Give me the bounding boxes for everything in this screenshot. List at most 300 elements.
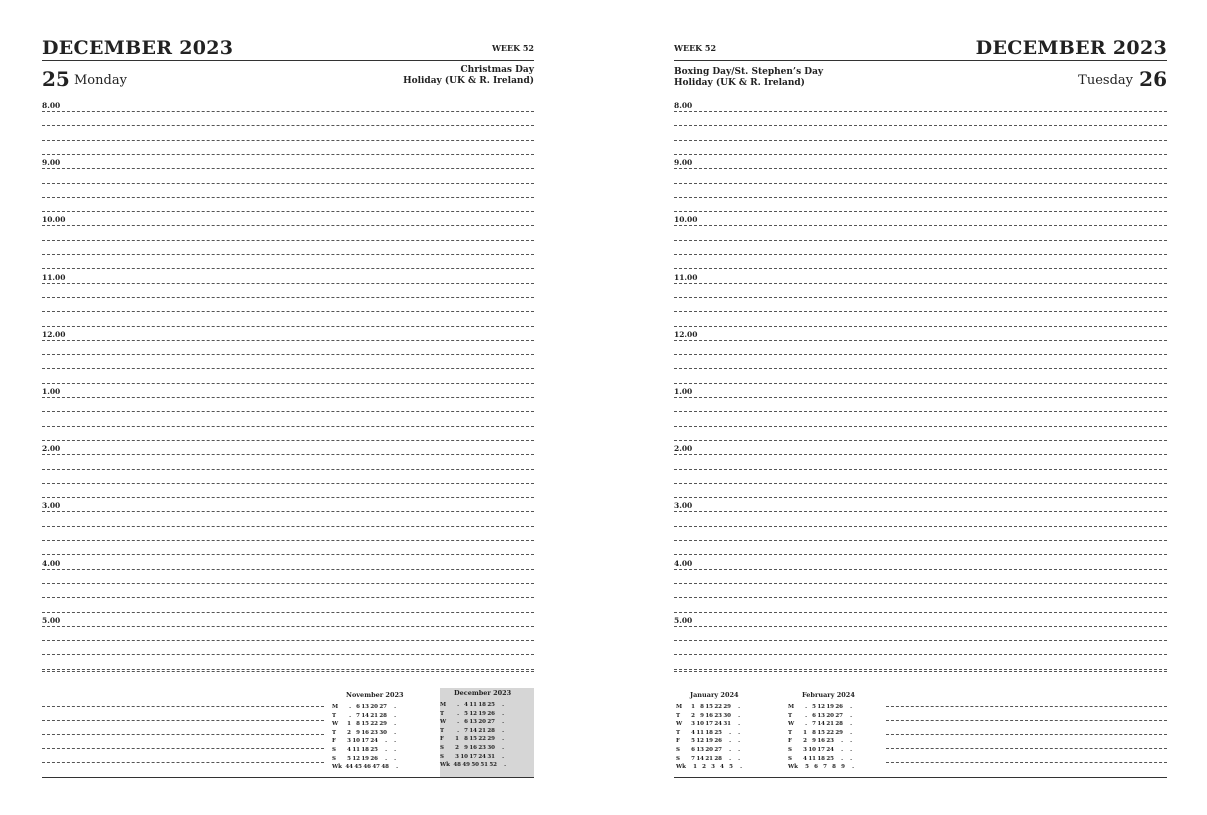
date-cell: 21 xyxy=(478,727,486,734)
row-label: Wk xyxy=(440,762,450,769)
writing-line xyxy=(674,597,1167,598)
date-cell: 22 xyxy=(370,721,378,728)
holiday-line-2: Holiday (UK & R. Ireland) xyxy=(674,78,805,88)
row-label: S xyxy=(440,745,444,751)
row-label: M xyxy=(676,704,683,710)
writing-line xyxy=(42,762,324,763)
writing-line xyxy=(886,762,1167,763)
date-cell: 22 xyxy=(826,729,834,736)
date-cell: 29 xyxy=(723,704,731,710)
date-cell: 24 xyxy=(826,747,834,753)
writing-line xyxy=(42,454,534,455)
date-cell: 2 xyxy=(455,745,459,751)
date-cell: 29 xyxy=(379,721,387,728)
date-cell: 15 xyxy=(817,729,825,736)
writing-line xyxy=(42,734,324,735)
date-cell: 5 xyxy=(812,704,816,710)
holiday-note xyxy=(674,67,823,89)
date-cell: 19 xyxy=(705,738,713,745)
mini-calendar-title: February 2024 xyxy=(802,691,855,699)
writing-line xyxy=(42,426,534,427)
weekday-row xyxy=(332,747,396,753)
writing-line xyxy=(674,511,1167,512)
row-label: W xyxy=(440,719,447,726)
weekday-row xyxy=(788,738,852,744)
date-cell: 49 xyxy=(462,762,470,769)
date-cell: 15 xyxy=(469,736,477,743)
date-cell: 16 xyxy=(469,745,477,751)
writing-line xyxy=(42,111,534,112)
date-cell: . xyxy=(457,710,459,717)
date-cell: 27 xyxy=(379,704,387,710)
date-cell: 18 xyxy=(361,747,369,753)
hour-label: 5.00 xyxy=(42,615,61,625)
writing-line xyxy=(674,140,1167,141)
date-cell: . xyxy=(394,721,396,728)
writing-line xyxy=(42,540,534,541)
mini-calendar-title: December 2023 xyxy=(454,689,512,697)
writing-line xyxy=(886,748,1167,749)
header-rule xyxy=(674,60,1167,61)
date-cell: . xyxy=(394,704,396,710)
writing-line xyxy=(42,497,534,498)
date-cell: 7 xyxy=(464,727,468,734)
weekday-row xyxy=(440,728,504,734)
writing-line xyxy=(42,168,534,169)
date-cell: 1 xyxy=(693,764,697,771)
row-label: T xyxy=(440,710,445,717)
date-cell: 25 xyxy=(714,729,722,736)
date-cell: 9 xyxy=(464,745,468,751)
date-cell: . xyxy=(740,764,742,771)
hour-label: 5.00 xyxy=(674,615,693,625)
row-label: Wk xyxy=(332,764,342,771)
writing-line xyxy=(42,383,534,384)
writing-line xyxy=(42,612,534,613)
date-cell: . xyxy=(850,738,852,745)
date-cell: 1 xyxy=(455,736,459,743)
writing-line xyxy=(674,340,1167,341)
writing-line xyxy=(42,326,534,327)
writing-line xyxy=(674,583,1167,584)
row-label: T xyxy=(788,729,793,736)
date-cell: . xyxy=(738,729,740,736)
date-cell: 20 xyxy=(705,747,713,753)
date-cell: . xyxy=(805,704,807,710)
date-cell: 3 xyxy=(711,764,715,771)
date-cell: . xyxy=(729,755,731,762)
hour-label: 8.00 xyxy=(42,101,61,110)
row-label: T xyxy=(332,712,337,719)
date-cell: . xyxy=(850,747,852,753)
weekday-row xyxy=(440,754,504,760)
date-cell: 30 xyxy=(723,712,731,719)
writing-line xyxy=(674,626,1167,627)
date-cell: 26 xyxy=(835,704,843,710)
row-label: M xyxy=(332,704,339,710)
date-cell: 20 xyxy=(370,704,378,710)
date-cell: 16 xyxy=(361,729,369,736)
date-cell: 46 xyxy=(363,764,371,771)
writing-line xyxy=(674,526,1167,527)
date-cell: 10 xyxy=(696,721,704,728)
writing-line xyxy=(674,183,1167,184)
writing-line xyxy=(674,111,1167,112)
row-label: S xyxy=(676,755,680,762)
date-cell: . xyxy=(841,747,843,753)
date-cell: 4 xyxy=(803,755,807,762)
hour-label: 11.00 xyxy=(42,272,66,282)
writing-line xyxy=(42,511,534,512)
date-cell: 1 xyxy=(803,729,807,736)
date-cell: 51 xyxy=(480,762,488,769)
date-cell: 4 xyxy=(691,729,695,736)
hour-label: 3.00 xyxy=(42,501,61,511)
date-cell: 16 xyxy=(817,738,825,745)
writing-line xyxy=(674,254,1167,255)
date-cell: 6 xyxy=(814,764,818,771)
hour-label: 10.00 xyxy=(674,215,698,225)
week-label: WEEK 52 xyxy=(674,43,717,53)
writing-line xyxy=(674,297,1167,298)
date-cell: 19 xyxy=(826,704,834,710)
date-cell: . xyxy=(385,747,387,753)
mini-calendar-february-2024 xyxy=(788,690,880,778)
writing-line xyxy=(674,440,1167,441)
writing-line xyxy=(42,748,324,749)
left-diary-page xyxy=(42,0,534,815)
date-cell: 1 xyxy=(691,704,695,710)
date-cell: 7 xyxy=(356,712,360,719)
date-cell: 11 xyxy=(696,729,704,736)
date-cell: 45 xyxy=(354,764,362,771)
date-cell: 26 xyxy=(370,755,378,762)
date-cell: 23 xyxy=(714,712,722,719)
date-cell: 13 xyxy=(696,747,704,753)
date-cell: 23 xyxy=(826,738,834,745)
weekday-row xyxy=(332,730,396,736)
week-number-row xyxy=(332,764,398,770)
writing-line xyxy=(674,397,1167,398)
date-cell: . xyxy=(850,712,852,719)
writing-line xyxy=(674,240,1167,241)
writing-line xyxy=(886,734,1167,735)
writing-line xyxy=(674,497,1167,498)
date-cell: . xyxy=(850,755,852,762)
date-cell: 18 xyxy=(817,755,825,762)
hour-label: 2.00 xyxy=(42,444,61,454)
date-cell: 4 xyxy=(464,702,468,708)
date-cell: 17 xyxy=(705,721,713,728)
date-cell: 21 xyxy=(826,721,834,728)
hour-label: 9.00 xyxy=(674,158,693,168)
row-label: F xyxy=(676,738,680,745)
writing-line xyxy=(42,225,534,226)
writing-line xyxy=(42,583,534,584)
holiday-line-1: Christmas Day xyxy=(460,65,534,75)
hour-label: 1.00 xyxy=(42,387,61,396)
writing-line xyxy=(674,612,1167,613)
writing-line xyxy=(674,640,1167,641)
date-cell: 24 xyxy=(714,721,722,728)
weekday-row xyxy=(440,702,504,708)
writing-line xyxy=(42,654,534,655)
row-label: S xyxy=(676,747,680,753)
writing-line xyxy=(42,411,534,412)
writing-line xyxy=(674,225,1167,226)
date-cell: 10 xyxy=(460,753,468,760)
date-cell: 7 xyxy=(812,721,816,728)
writing-line xyxy=(674,311,1167,312)
date-cell: 6 xyxy=(464,719,468,726)
date-cell: 6 xyxy=(691,747,695,753)
writing-line xyxy=(674,326,1167,327)
date-cell: 5 xyxy=(464,710,468,717)
weekday-row xyxy=(788,721,852,727)
writing-line xyxy=(42,440,534,441)
hour-label: 4.00 xyxy=(42,558,61,568)
weekday-row xyxy=(788,713,852,719)
writing-line xyxy=(42,626,534,627)
date-cell: 3 xyxy=(803,747,807,753)
date-cell: 8 xyxy=(812,729,816,736)
writing-line xyxy=(42,211,534,212)
weekday-row xyxy=(676,756,740,762)
writing-line xyxy=(674,654,1167,655)
date-cell: 8 xyxy=(356,721,360,728)
date-cell: 26 xyxy=(714,738,722,745)
date-cell: 19 xyxy=(478,710,486,717)
weekday-row xyxy=(332,738,396,744)
right-diary-page xyxy=(674,0,1167,815)
date-cell: 5 xyxy=(691,738,695,745)
date-cell: 2 xyxy=(803,738,807,745)
row-label: Wk xyxy=(788,764,798,771)
date-cell: 2 xyxy=(691,712,695,719)
date-cell: . xyxy=(850,704,852,710)
date-cell: . xyxy=(729,738,731,745)
date-cell: . xyxy=(738,704,740,710)
hour-label: 2.00 xyxy=(674,444,693,454)
date-cell: . xyxy=(502,727,504,734)
date-cell: 12 xyxy=(352,755,360,762)
date-cell: 12 xyxy=(696,738,704,745)
weekday-row xyxy=(676,738,740,744)
weekday-row xyxy=(676,713,740,719)
month-title: DECEMBER 2023 xyxy=(975,37,1167,59)
date-cell: 5 xyxy=(805,764,809,771)
date-cell: . xyxy=(841,755,843,762)
writing-line xyxy=(42,597,534,598)
row-label: M xyxy=(788,704,795,710)
date-cell: 22 xyxy=(714,704,722,710)
writing-line xyxy=(42,125,534,126)
date-cell: 10 xyxy=(808,747,816,753)
date-cell: . xyxy=(385,755,387,762)
date-cell: 16 xyxy=(705,712,713,719)
row-label: S xyxy=(788,747,792,753)
writing-line xyxy=(674,669,1167,670)
date-cell: . xyxy=(394,712,396,719)
date-cell: . xyxy=(850,721,852,728)
date-cell: . xyxy=(394,755,396,762)
hour-label: 1.00 xyxy=(674,387,693,396)
date-cell: 8 xyxy=(832,764,836,771)
date-cell: 50 xyxy=(471,762,479,769)
mini-calendar-november-2023 xyxy=(332,690,424,778)
date-cell: 6 xyxy=(356,704,360,710)
writing-line xyxy=(674,125,1167,126)
row-label: W xyxy=(332,721,339,728)
weekday-row xyxy=(440,736,504,742)
date-cell: 9 xyxy=(356,729,360,736)
date-cell: 14 xyxy=(361,712,369,719)
writing-line xyxy=(886,720,1167,721)
date-cell: 27 xyxy=(714,747,722,753)
weekday-row xyxy=(788,730,852,736)
writing-line xyxy=(674,268,1167,269)
writing-line xyxy=(42,354,534,355)
header-rule xyxy=(42,60,534,61)
date-cell: 7 xyxy=(691,755,695,762)
date-cell: 9 xyxy=(841,764,845,771)
date-cell: 5 xyxy=(729,764,733,771)
writing-line xyxy=(42,368,534,369)
writing-line xyxy=(674,368,1167,369)
date-cell: . xyxy=(729,747,731,753)
holiday-note xyxy=(403,65,534,87)
hour-label: 3.00 xyxy=(674,501,693,511)
date-cell: 24 xyxy=(370,738,378,745)
weekday-row xyxy=(440,745,504,751)
weekday-row xyxy=(440,719,504,725)
date-cell: 6 xyxy=(812,712,816,719)
date-cell: 7 xyxy=(823,764,827,771)
date-cell: 21 xyxy=(705,755,713,762)
date-cell: . xyxy=(502,719,504,726)
date-cell: 2 xyxy=(702,764,706,771)
row-label: T xyxy=(440,727,445,734)
date-cell: 29 xyxy=(487,736,495,743)
day-header xyxy=(674,62,1167,96)
date-cell: 23 xyxy=(478,745,486,751)
date-cell: . xyxy=(396,764,398,771)
day-header xyxy=(42,62,534,96)
row-label: Wk xyxy=(676,764,686,771)
date-cell: . xyxy=(738,738,740,745)
date-cell: 22 xyxy=(478,736,486,743)
writing-line xyxy=(42,340,534,341)
writing-line xyxy=(886,706,1167,707)
date-cell: . xyxy=(394,747,396,753)
date-cell: 14 xyxy=(469,727,477,734)
writing-line xyxy=(674,426,1167,427)
hour-label: 8.00 xyxy=(674,101,693,110)
week-number-row xyxy=(440,762,506,768)
date-cell: 13 xyxy=(469,719,477,726)
writing-line xyxy=(674,383,1167,384)
writing-line xyxy=(42,526,534,527)
holiday-line-1: Boxing Day/St. Stephen’s Day xyxy=(674,67,824,77)
row-label: F xyxy=(788,738,792,745)
date-cell: . xyxy=(738,712,740,719)
date-cell: 15 xyxy=(361,721,369,728)
date-cell: . xyxy=(738,721,740,728)
date-cell: 11 xyxy=(469,702,477,708)
row-label: S xyxy=(332,755,336,762)
date-cell: . xyxy=(502,736,504,743)
row-label: T xyxy=(676,729,681,736)
date-cell: . xyxy=(349,704,351,710)
writing-line xyxy=(42,140,534,141)
writing-line xyxy=(674,168,1167,169)
writing-line xyxy=(42,254,534,255)
date-cell: 25 xyxy=(487,702,495,708)
date-cell: . xyxy=(850,729,852,736)
weekday-row xyxy=(788,704,852,710)
row-label: T xyxy=(788,712,793,719)
writing-line xyxy=(674,283,1167,284)
mini-calendar-december-2023 xyxy=(440,688,534,778)
date-cell: 13 xyxy=(817,712,825,719)
writing-line xyxy=(42,554,534,555)
date-cell: . xyxy=(805,712,807,719)
weekday-row xyxy=(788,747,852,753)
day-name: Monday xyxy=(74,73,127,88)
date-cell: 11 xyxy=(808,755,816,762)
page-header xyxy=(42,37,534,59)
writing-line xyxy=(674,540,1167,541)
date-cell: . xyxy=(502,745,504,751)
writing-line xyxy=(42,311,534,312)
date-cell: . xyxy=(504,762,506,769)
date-cell: 12 xyxy=(469,710,477,717)
hour-label: 12.00 xyxy=(42,329,66,339)
writing-line xyxy=(674,354,1167,355)
day-number: 26 xyxy=(1139,67,1167,91)
date-cell: 8 xyxy=(464,736,468,743)
date-cell: 2 xyxy=(347,729,351,736)
date-cell: . xyxy=(394,729,396,736)
date-cell: 12 xyxy=(817,704,825,710)
writing-line xyxy=(42,669,534,670)
date-cell: 52 xyxy=(489,762,497,769)
date-cell: 3 xyxy=(347,738,351,745)
week-number-row xyxy=(788,764,854,770)
holiday-line-2: Holiday (UK & R. Ireland) xyxy=(403,76,534,86)
date-cell: 5 xyxy=(347,755,351,762)
writing-line xyxy=(42,671,534,672)
week-label: WEEK 52 xyxy=(491,43,534,53)
date-cell: 20 xyxy=(826,712,834,719)
date-cell: 14 xyxy=(817,721,825,728)
date-cell: 4 xyxy=(720,764,724,771)
date-cell: 25 xyxy=(826,755,834,762)
weekday-row xyxy=(332,721,396,727)
date-cell: . xyxy=(805,721,807,728)
date-cell: 30 xyxy=(487,745,495,751)
row-label: S xyxy=(788,755,792,762)
hour-label: 12.00 xyxy=(674,329,698,339)
date-cell: 28 xyxy=(487,727,495,734)
writing-line xyxy=(42,640,534,641)
mini-calendar-january-2024 xyxy=(676,690,768,778)
writing-line xyxy=(42,569,534,570)
row-label: T xyxy=(332,729,337,736)
date-cell: 30 xyxy=(379,729,387,736)
date-cell: 31 xyxy=(487,753,495,760)
row-label: M xyxy=(440,702,447,708)
